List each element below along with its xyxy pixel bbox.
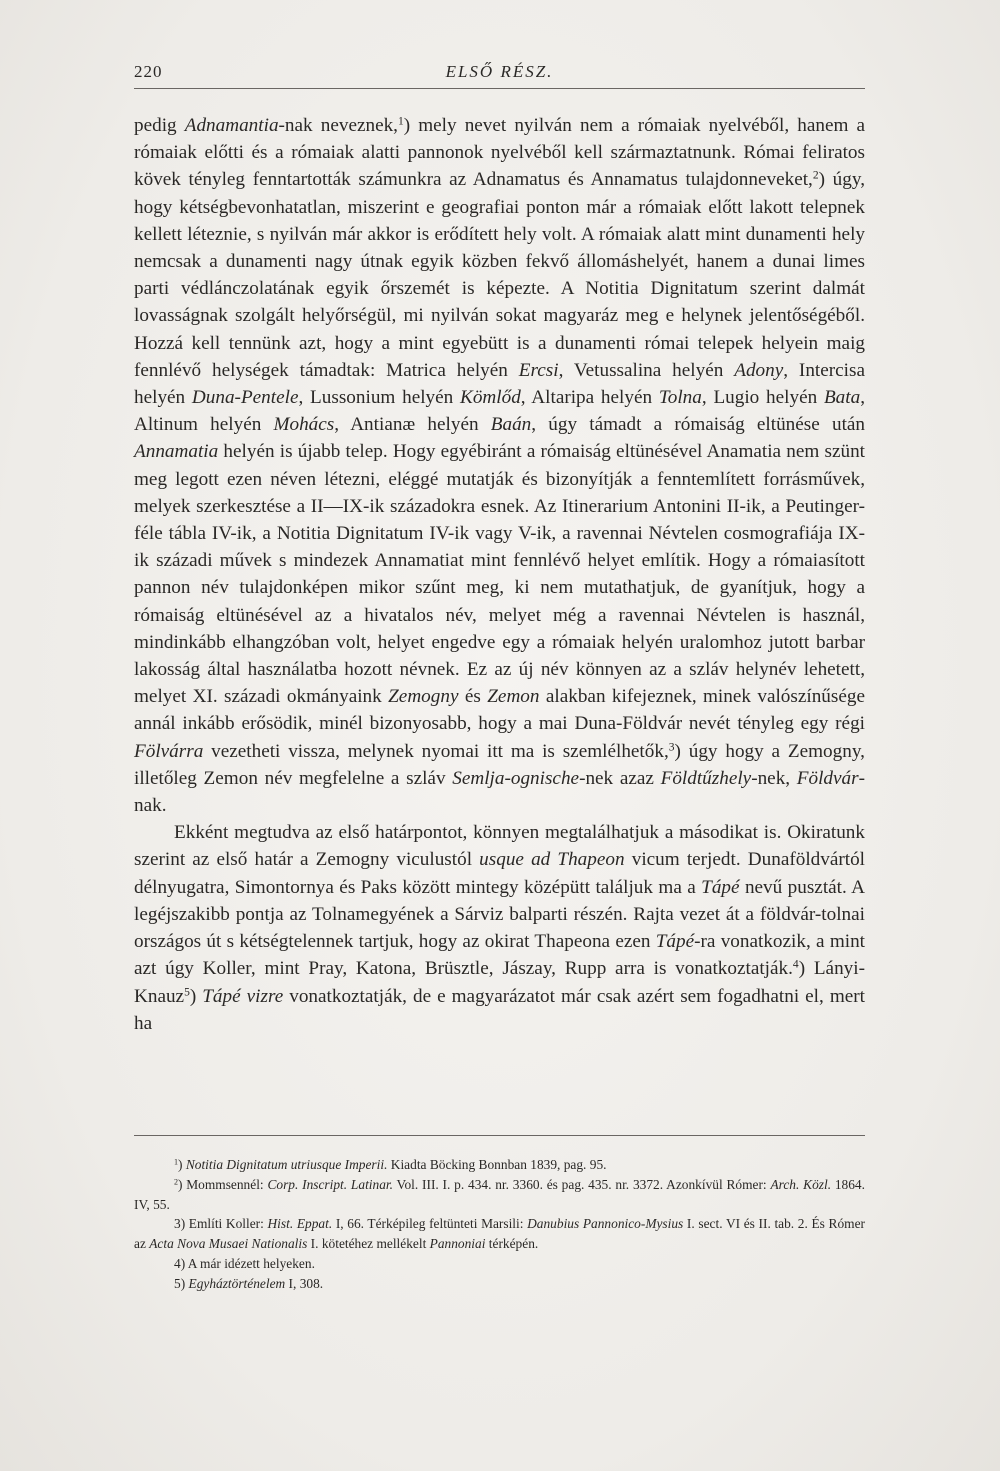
- text-run: Vol. III. I. p. 434. nr. 3360. és pag. 435. nr. 3372. Azonkívül Rómer:: [392, 1176, 771, 1192]
- footnote-marker: 2: [812, 170, 819, 183]
- text-run: , úgy támadt a rómaiság eltünése után: [531, 414, 866, 436]
- text-run: -nek,: [751, 767, 797, 789]
- text-run: ) Lányi-Knauz: [134, 958, 865, 1007]
- text-run: pedig: [134, 115, 185, 136]
- italic-text: Notitia Dignitatum utriusque Imperii.: [185, 1157, 388, 1172]
- text-run: ) mely nevet nyilván nem a rómaiak nyelvéből, hanem a rómaiak előtti és a rómaiak alatti pannonok nyelvéből kell származtatnunk. Római feliratos kövek tényleg fenntartották számunkra az Adnamatus és Annamatus tulajdonneveket,: [134, 115, 865, 191]
- text-run: 5): [174, 1275, 189, 1291]
- text-run: I. kötetéhez mellékelt: [307, 1236, 430, 1252]
- italic-text: Tápé: [655, 931, 695, 953]
- text-run: -nak neveznek,: [278, 115, 398, 136]
- italic-text: Tápé: [701, 876, 740, 898]
- text-run: és: [458, 686, 488, 708]
- footnote-marker: 5: [184, 986, 190, 999]
- italic-text: Mohács: [273, 414, 335, 436]
- italic-text: Tápé vizre: [202, 985, 284, 1007]
- footnote-rule: [134, 1135, 865, 1136]
- text-run: , Antianæ helyén: [334, 414, 491, 436]
- italic-text: Földvár: [796, 767, 859, 789]
- page-header: [134, 62, 865, 86]
- text-run: , Lussonium helyén: [298, 387, 461, 409]
- italic-text: Adnamantia: [184, 115, 279, 136]
- footnote-marker: 1: [174, 1157, 179, 1167]
- italic-text: Tolna: [658, 387, 702, 409]
- footnote-marker: 3: [668, 741, 675, 754]
- text-run: I, 308.: [285, 1275, 324, 1291]
- italic-text: Corp. Inscript. Latinar.: [267, 1176, 393, 1192]
- text-run: ) úgy, hogy kétségbevonhatatlan, miszerint e geografiai ponton már a rómaiak előtt lakott telepnek kellett léteznie, s nyilván már akkor is erődített hely volt. A rómaiak alatt mint dunamenti hely nemcsak a dunamenti nagy útnak egyik közben fekvő állomáshelyét, hanem a dunai limes parti védlánczolatának egyik őrszemét is képezte. A Notitia Dignitatum szerint dalmát lovasságnak szolgált helyőrségül, mi nyilván sokat magyaráz meg e helynek jelentőségéből. Hozzá kell tennünk azt, hogy a mint egyebütt is a dunamenti római telepek helyein maig fennlévő helységek támadtak: Matrica helyén: [134, 169, 865, 381]
- footnote-marker: 1: [397, 115, 404, 128]
- text-run: vezetheti vissza, melynek nyomai itt ma is szemlélhetők,: [203, 740, 669, 762]
- text-run: ): [189, 985, 203, 1007]
- italic-text: Ercsi: [518, 359, 559, 381]
- text-run: térképén.: [485, 1236, 539, 1252]
- italic-text: Zemogny: [388, 686, 459, 708]
- text-run: , Altaripa helyén: [520, 387, 659, 409]
- text-run: vicum terjedt. Dunaföldvártól délnyugatra, Simontornya és Paks között mintegy középütt találjuk ma a: [134, 849, 865, 898]
- page-number: 220: [134, 62, 163, 81]
- footnote-2: [134, 1175, 865, 1215]
- italic-text: Duna-Pentele: [191, 387, 299, 409]
- text-run: , Lugio helyén: [701, 387, 824, 409]
- italic-text: Annamatia: [134, 441, 219, 463]
- footnote-1: [134, 1155, 865, 1175]
- text-run: 3) Említi Koller:: [174, 1216, 268, 1232]
- italic-text: Baán: [490, 414, 532, 436]
- text-run: , Intercisa helyén: [134, 359, 865, 409]
- footnote-4: [134, 1254, 865, 1274]
- text-run: , Vetussalina helyén: [558, 359, 735, 381]
- text-run: ): [178, 1157, 186, 1172]
- body-text: [134, 112, 865, 1037]
- italic-text: Egyháztörténelem: [188, 1275, 286, 1291]
- text-run: -nak.: [134, 767, 865, 817]
- italic-text: Fölvárra: [134, 740, 204, 762]
- text-run: ) Mommsennél:: [178, 1176, 268, 1192]
- footnote-5: [134, 1274, 865, 1294]
- text-run: , Altinum helyén: [134, 387, 865, 436]
- italic-text: Hist. Eppat.: [267, 1216, 333, 1232]
- italic-text: Bata: [823, 387, 861, 409]
- italic-text: Acta Nova Musaei Nationalis: [149, 1236, 308, 1252]
- italic-text: Zemon: [487, 686, 540, 708]
- text-run: -ra vonatkozik, a mint azt úgy Koller, mint Pray, Katona, Brüsztle, Jászay, Rupp arra is vonatkoztatják.: [134, 931, 866, 980]
- italic-text: Semlja-ognische: [452, 767, 580, 789]
- italic-text: Adony: [734, 359, 784, 381]
- text-run: -nek azaz: [579, 767, 661, 789]
- italic-text: usque ad Thapeon: [479, 849, 625, 871]
- text-run: I, 66. Térképileg feltünteti Marsili:: [332, 1216, 528, 1232]
- text-run: nevű pusztát. A legéjszakibb pontja az Tolnamegyének a Sárviz balparti részén. Rajta vezet át a földvár-tolnai országos út s kétségtelennek tartjuk, hogy az okirat Thapeona ezen: [134, 876, 865, 953]
- text-run: Ekként megtudva az első határpontot, könnyen megtalálhatjuk a másodikat is. Okiratunk szerint az első határ a Zemogny viculustól: [134, 822, 865, 871]
- running-title: ELSŐ RÉSZ.: [445, 62, 554, 81]
- paragraph-2: [134, 819, 865, 1037]
- text-run: 1864. IV, 55.: [134, 1176, 865, 1212]
- footnote-marker: 2: [174, 1177, 179, 1187]
- footnotes: [134, 1155, 865, 1294]
- italic-text: Kömlőd: [460, 387, 521, 409]
- footnote-marker: 4: [792, 958, 799, 971]
- text-run: I. sect. VI és II. tab. 2. És Rómer az: [134, 1216, 865, 1252]
- footnote-3: [134, 1214, 865, 1254]
- text-run: alakban kifejeznek, minek valószínűsége annál inkább erősödik, minél bizonyosabb, hogy a mai Duna-Földvár nevét tényleg egy régi: [134, 686, 865, 735]
- paragraph-1: [134, 112, 865, 819]
- italic-text: Földtűzhely: [660, 767, 752, 789]
- text-run: Kiadta Böcking Bonnban 1839, pag. 95.: [387, 1157, 607, 1172]
- text-run: vonatkoztatják, de e magyarázatot már csak azért sem fogadhatni el, mert ha: [134, 985, 865, 1034]
- text-run: helyén is újabb telep. Hogy egyébiránt a rómaiság eltünésével Anamatia nem szünt meg legott ezen néven létezni, eléggé mutatják és bizonyítják a fenntemlített forrásművek, melyek szerkesztése a II—IX-ik századokra esnek. Az Itinerarium Antonini II-ik, a Peutinger-féle tábla IV-ik, a Notitia Dignitatum IV-ik vagy V-ik, a ravennai Névtelen cosmografiája IX-ik századi művek s mindezek Annamatiat mint fennlévő helyet említik. Hogy a rómaiasított pannon név tulajdonképen mikor szűnt meg, ki nem mutathatjuk, de gyanítjuk, hogy a rómaiság eltünésével az a hivatalos név, melyet még a ravennai Névtelen is használ, mindinkább elhangzóban volt, helyet engedve egy a rómaiak helyén uralomhoz jutott barbar lakosság által használatba hozott névnek. Ez az új név könnyen az a szláv helynév lehetett, melyet XI. századi okmányaink: [134, 441, 865, 708]
- header-rule: [134, 88, 865, 89]
- text-run: 4) A már idézett helyeken.: [174, 1255, 315, 1271]
- italic-text: Arch. Közl.: [770, 1176, 832, 1192]
- text-run: ) úgy hogy a Zemogny, illetőleg Zemon név megfelelne a szláv: [134, 740, 865, 789]
- italic-text: Danubius Pannonico-Mysius: [527, 1216, 684, 1232]
- italic-text: Pannoniai: [429, 1236, 486, 1252]
